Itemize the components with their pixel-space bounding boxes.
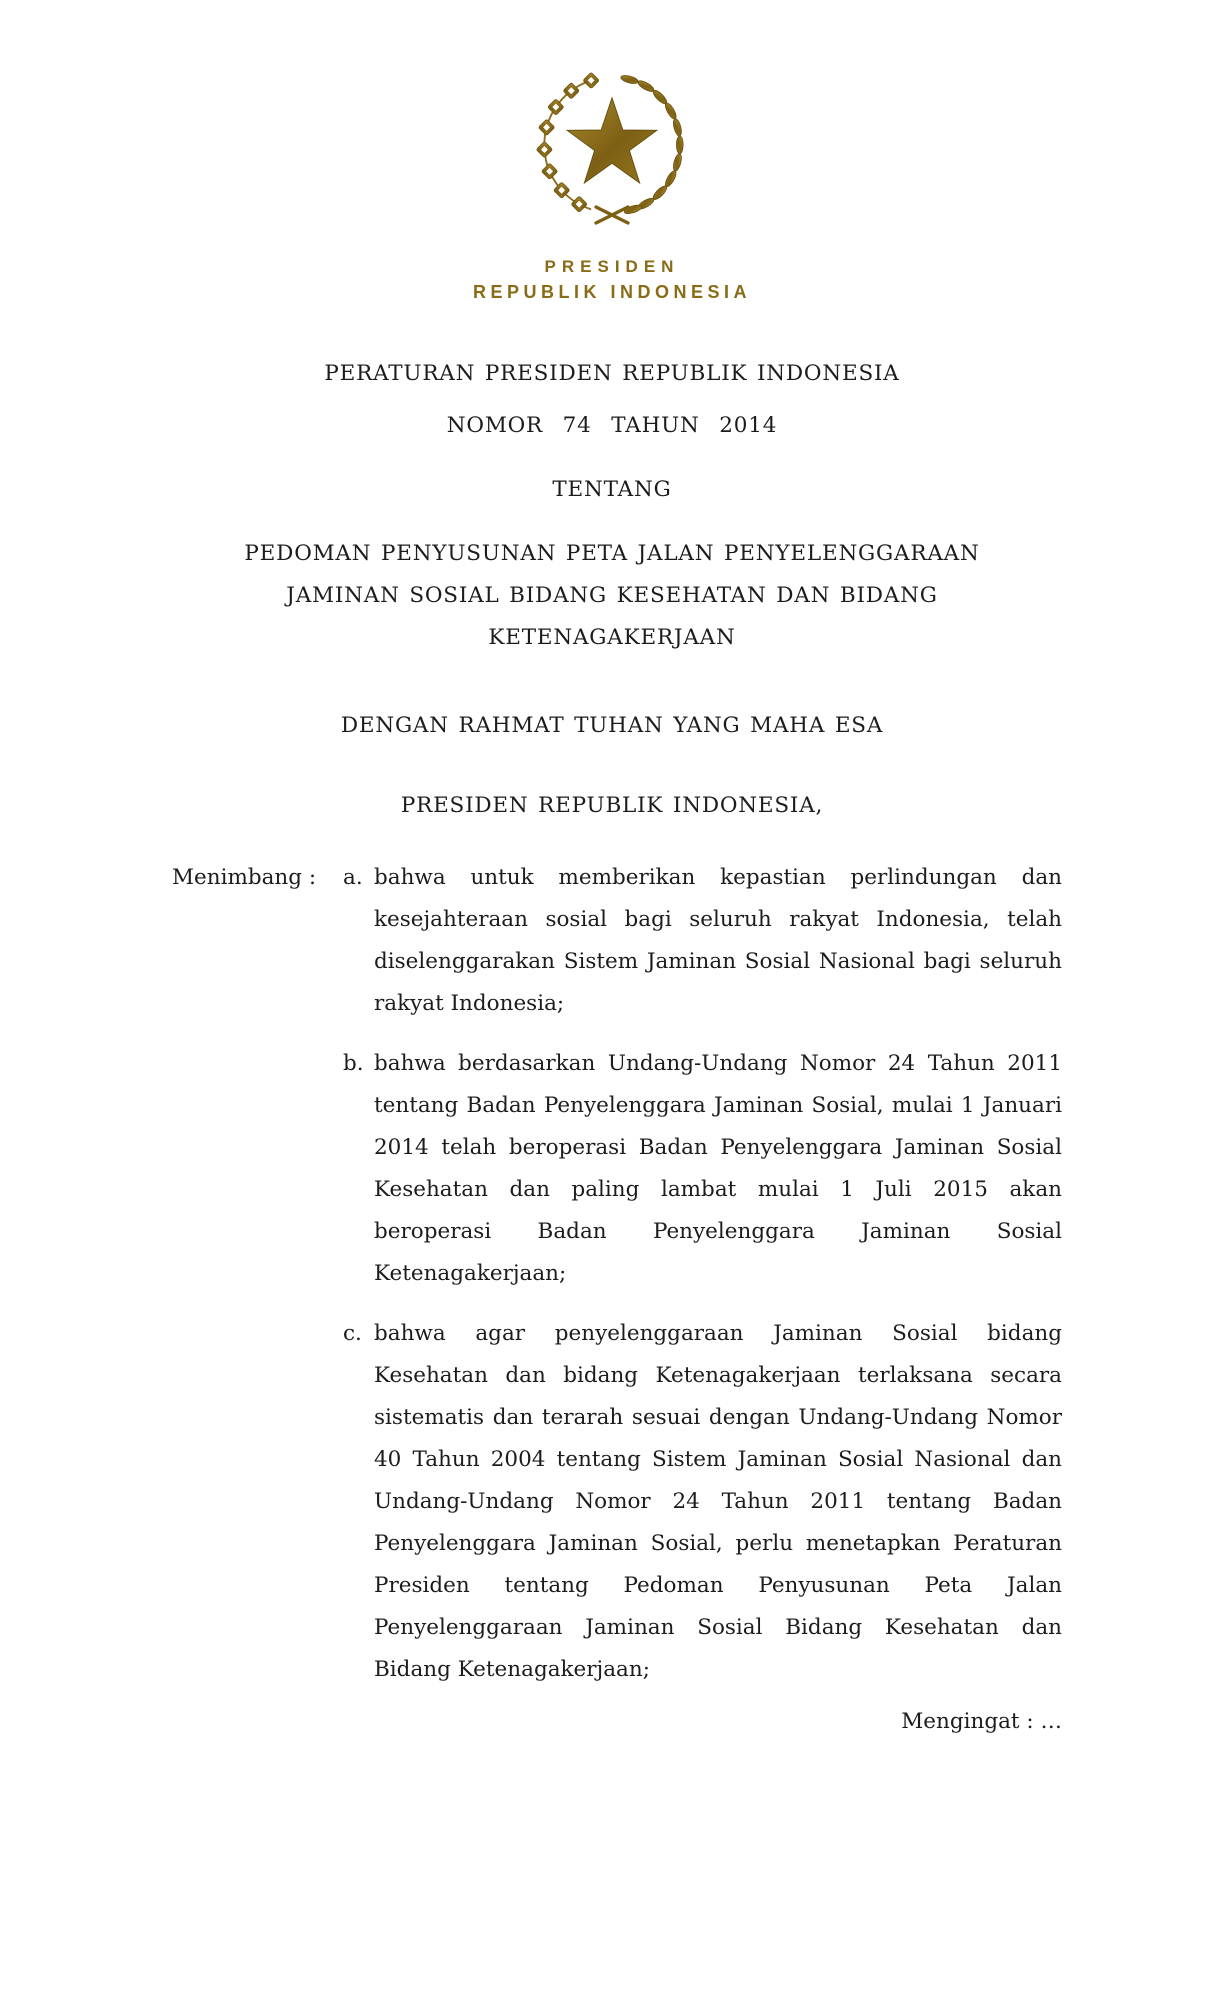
item-text: bahwa agar penyelenggaraan Jaminan Sosial bidang Kesehatan dan bidang Ketenagakerjaan terlaksana secara sistematis dan terarah sesuai dengan Undang-Undang Nomor 40 Tahun 2004 tentang Sistem Jaminan Sosial Nasional dan Undang-Undang Nomor 24 Tahun 2011 tentang Badan Penyelenggara Jaminan Sosial, perlu menetapkan Peraturan Presiden tentang Pedoman Penyusunan Peta Jalan Penyelenggaraan Jaminan Sosial Bidang Kesehatan dan Bidang Ketenagakerjaan;: [374, 1321, 1062, 1682]
item-text: bahwa berdasarkan Undang-Undang Nomor 24 Tahun 2011 tentang Badan Penyelenggara Jaminan Sosial, mulai 1 Januari 2014 telah beroperasi Badan Penyelenggara Jaminan Sosial Kesehatan dan paling lambat mulai 1 Juli 2015 akan beroperasi Badan Penyelenggara Jaminan Sosial Ketenagakerjaan;: [374, 1051, 1062, 1286]
gold-star-wreath-emblem: [532, 54, 692, 232]
tentang-label: TENTANG: [552, 477, 672, 502]
consideration-item-c: [343, 1313, 1062, 1691]
menimbang-label: Menimbang :: [172, 865, 317, 890]
item-text: bahwa untuk memberikan kepastian perlindungan dan kesejahteraan sosial bagi seluruh rakyat Indonesia, telah diselenggarakan Sistem Jaminan Sosial Nasional bagi seluruh rakyat Indonesia;: [374, 865, 1062, 1016]
authority-line: PRESIDEN REPUBLIK INDONESIA,: [400, 793, 824, 818]
title-block: [0, 361, 1224, 819]
crossed-stems: [596, 207, 628, 223]
invocation-line: DENGAN RAHMAT TUHAN YANG MAHA ESA: [340, 713, 884, 738]
regulation-title: PERATURAN PRESIDEN REPUBLIK INDONESIA: [324, 361, 900, 386]
item-marker: c.: [343, 1321, 362, 1346]
mengingat-catchword: Mengingat : …: [901, 1709, 1062, 1734]
consideration-item-a: [343, 857, 1062, 1025]
document-body: [0, 361, 1224, 1743]
letterhead-presiden: PRESIDEN: [544, 257, 680, 276]
letterhead: [0, 0, 1224, 301]
letterhead-republik-indonesia: REPUBLIK INDONESIA: [472, 282, 751, 302]
regulation-subject: [0, 533, 1224, 659]
star-icon: [567, 98, 657, 183]
subject-line-1: PEDOMAN PENYUSUNAN PETA JALAN PENYELENGGARAAN: [244, 541, 980, 566]
subject-line-3: KETENAGAKERJAAN: [488, 625, 736, 650]
considerations-list: [343, 857, 1062, 1691]
subject-line-2: JAMINAN SOSIAL BIDANG KESEHATAN DAN BIDANG: [286, 583, 938, 608]
item-marker: b.: [343, 1051, 364, 1076]
regulation-number: NOMOR 74 TAHUN 2014: [446, 413, 778, 438]
item-marker: a.: [343, 865, 363, 890]
consideration-item-b: [343, 1043, 1062, 1295]
considerations-section: [172, 857, 1062, 1691]
